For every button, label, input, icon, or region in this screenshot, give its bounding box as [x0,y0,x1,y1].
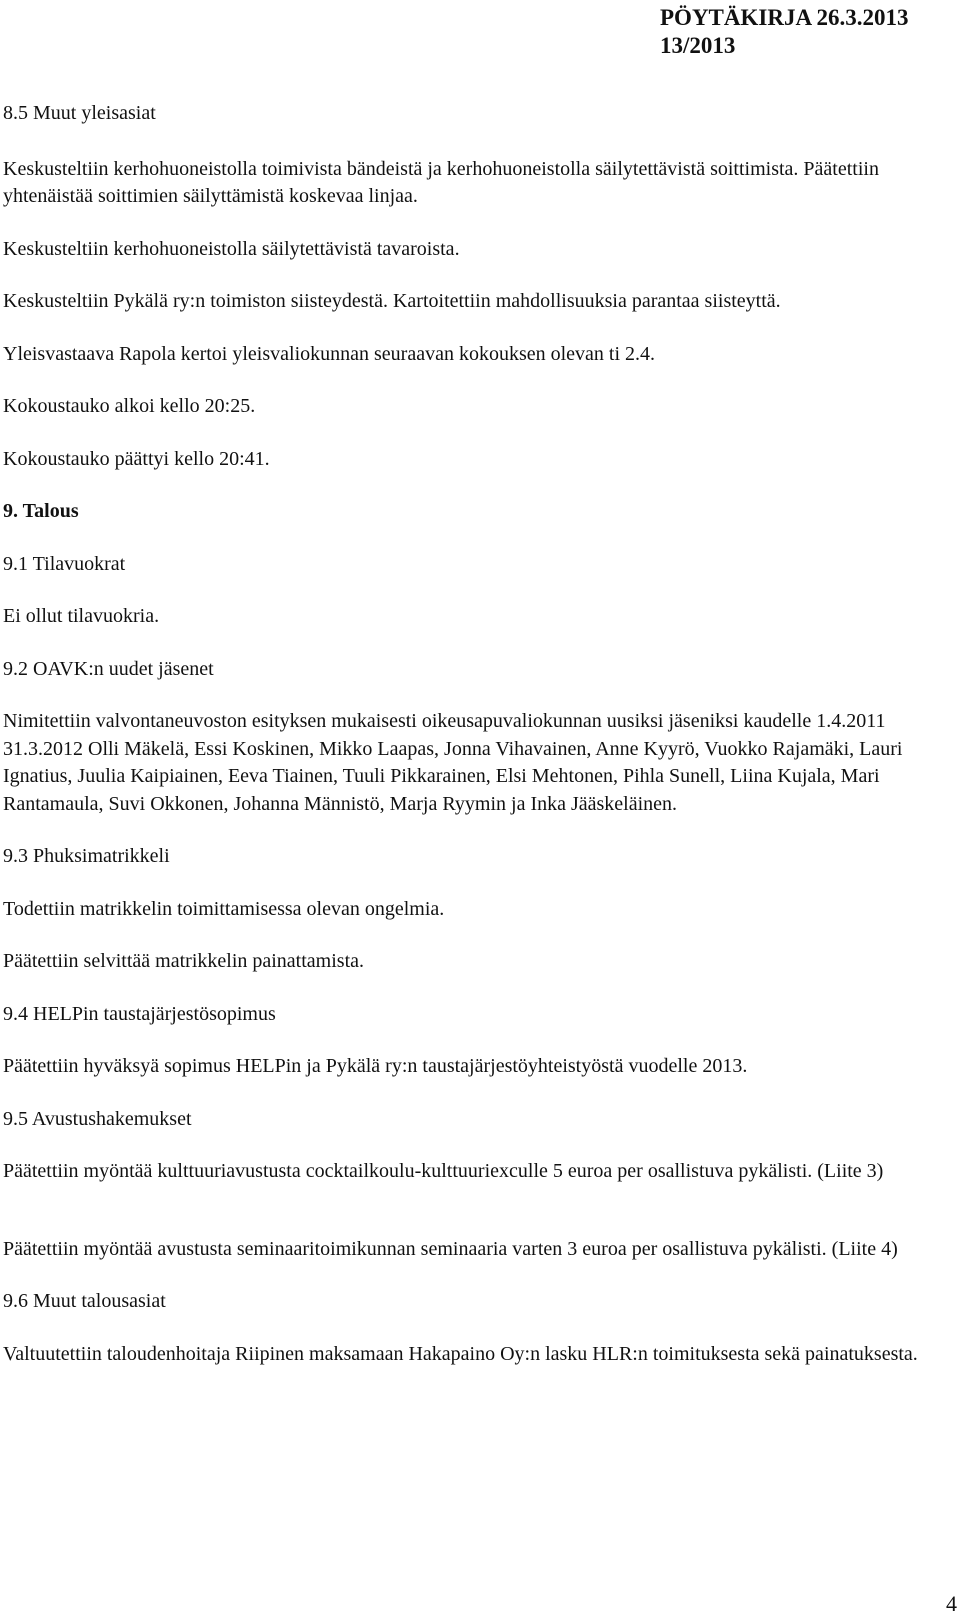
document-number: 13/2013 [660,33,736,58]
section-9-5-text-2: Päätettiin myöntää avustusta seminaaritoimikunnan seminaaria varten 3 euroa per osallistuva pykälisti. (Liite 4) [3,1237,898,1260]
section-9-4-text: Päätettiin hyväksyä sopimus HELPin ja Pykälä ry:n taustajärjestöyhteistyöstä vuodelle 2013. [3,1055,748,1077]
section-9-5-heading: 9.5 Avustushakemukset [3,1107,192,1130]
document-title: PÖYTÄKIRJA 26.3.2013 [660,5,909,30]
paragraph-storage: Keskusteltiin kerhohuoneistolla säilytettävistä tavaroista. [3,237,460,260]
section-9-2-text: Nimitettiin valvontaneuvoston esityksen mukaisesti oikeusapuvaliokunnan uusiksi jäseniksi kaudelle 1.4.2011 31.3.2012 Olli Mäkelä, Essi Koskinen, Mikko Laapas, Jonna Vihavainen, Anne Kyyrö, Vuokko Rajamäki, Lauri Ignatius, Juulia Kaipiainen, Eeva Tiainen, Tuuli Pikkarainen, Elsi Mehtonen, Pihla Sunell, Liina Kujala, Mari Rantamaula, Suvi Okkonen, Johanna Männistö, Marja Ryymin ja Inka Jääskeläinen. [3,710,903,815]
document-header [660,4,960,60]
section-9-heading: 9. Talous [3,500,79,522]
paragraph-next-meeting: Yleisvastaava Rapola kertoi yleisvaliokunnan seuraavan kokouksen olevan ti 2.4. [3,342,656,365]
paragraph-break-start: Kokoustauko alkoi kello 20:25. [3,395,256,417]
section-9-3-text-2: Päätettiin selvittää matrikkelin painattamista. [3,950,365,972]
paragraph-bands: Keskusteltiin kerhohuoneistolla toimivista bändeistä ja kerhohuoneistolla säilytettävistä soittimista. Päätettiin yhtenäistää soittimien säilyttämistä koskevaa linjaa. [3,157,879,207]
document-body [3,100,943,1368]
section-9-2-heading: 9.2 OAVK:n uudet jäsenet [3,657,214,680]
section-9-3-text-1: Todettiin matrikkelin toimittamisessa olevan ongelmia. [3,897,445,920]
paragraph-break-end: Kokoustauko päättyi kello 20:41. [3,447,270,470]
paragraph-office-cleanliness: Keskusteltiin Pykälä ry:n toimiston siisteydestä. Kartoitettiin mahdollisuuksia parantaa siisteyttä. [3,290,781,312]
page-number: 4 [946,1591,957,1616]
section-9-1-text: Ei ollut tilavuokria. [3,605,160,627]
section-9-6-text: Valtuutettiin taloudenhoitaja Riipinen maksamaan Hakapaino Oy:n lasku HLR:n toimituksesta sekä painatuksesta. [3,1342,918,1365]
section-9-3-heading: 9.3 Phuksimatrikkeli [3,845,170,867]
section-9-4-heading: 9.4 HELPin taustajärjestösopimus [3,1002,276,1025]
section-9-6-heading: 9.6 Muut talousasiat [3,1290,166,1312]
section-9-1-heading: 9.1 Tilavuokrat [3,552,126,575]
section-8-5-heading: 8.5 Muut yleisasiat [3,102,156,124]
section-9-5-text-1: Päätettiin myöntää kulttuuriavustusta cocktailkoulu-kulttuuriexculle 5 euroa per osallistuva pykälisti. (Liite 3) [3,1160,884,1182]
